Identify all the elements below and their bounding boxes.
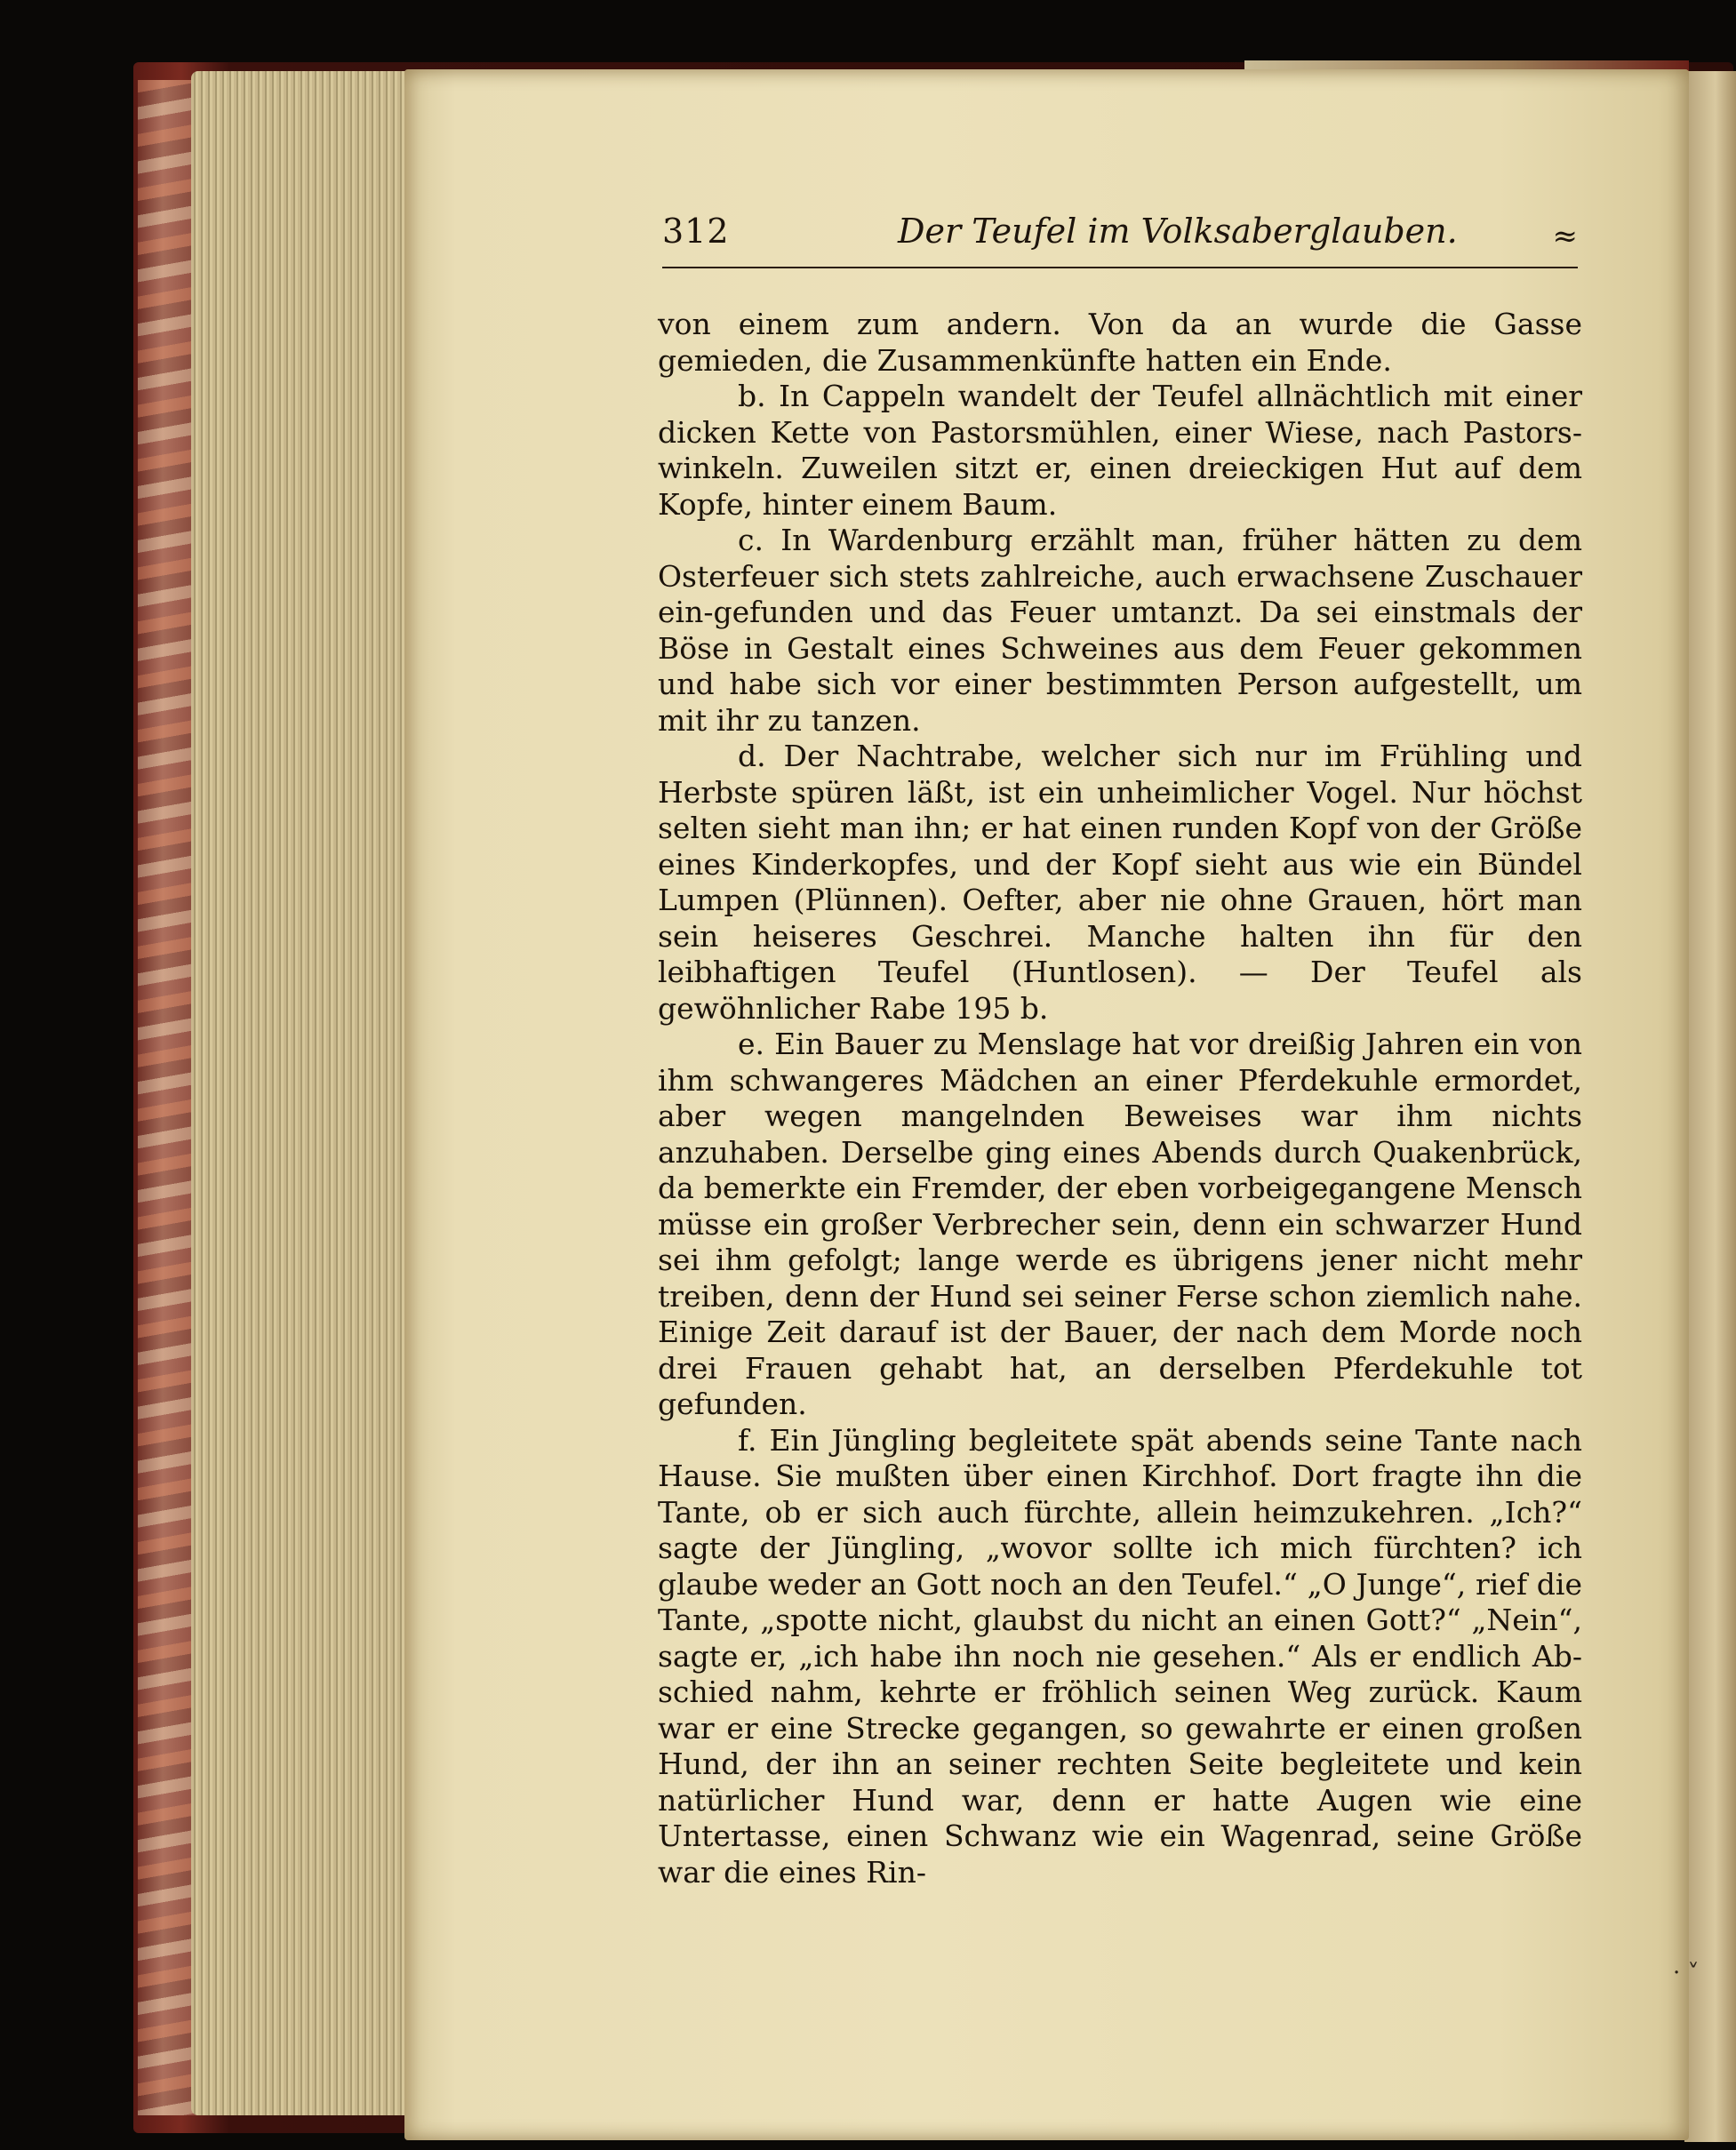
paragraph: von einem zum andern. Von da an wurde die Gasse gemieden, die Zusammenkünfte hatten ein Ende. — [658, 307, 1582, 378]
next-page-edge — [1684, 71, 1736, 2142]
body-text — [658, 307, 1582, 1890]
paragraph-b: b. In Cappeln wandelt der Teufel allnächtlich mit einer dicken Kette von Pastorsmühlen, einer Wiese, nach Pastors-winkeln. Zuweilen sitzt er, einen dreieckigen Hut auf dem Kopfe, hinter einem Baum. — [658, 379, 1582, 522]
paragraph-c: c. In Wardenburg erzählt man, früher hätten zu dem Osterfeuer sich stets zahlreiche, auch erwachsene Zuschauer ein-gefunden und das Feuer umtanzt. Da sei einstmals der Böse in Gestalt eines Schweines aus dem Feuer gekommen und habe sich vor einer bestimmten Person aufgestellt, um mit ihr zu tanzen. — [658, 523, 1582, 738]
page-stack — [191, 71, 413, 2115]
running-title: Der Teufel im Volksaberglauben. — [898, 212, 1458, 251]
paragraph-f: f. Ein Jüngling begleitete spät abends seine Tante nach Hause. Sie mußten über einen Kirchhof. Dort fragte ihn die Tante, ob er sich auch fürchte, allein heimzukehren. „Ich?“ sagte der Jüngling, „wovor sollte ich mich fürchten? ich glaube weder an Gott noch an den Teufel.“ „O Junge“, rief die Tante, „spotte nicht, glaubst du nicht an einen Gott?“ „Nein“, sagte er, „ich habe ihn noch nie gesehen.“ Als er endlich Ab-schied nahm, kehrte er fröhlich seinen Weg zurück. Kaum war er eine Strecke gegangen, so gewahrte er einen großen Hund, der ihn an seiner rechten Seite begleitete und kein natürlicher Hund war, denn er hatte Augen wie eine Untertasse, einen Schwanz wie ein Wagenrad, seine Größe war die eines Rin- — [658, 1422, 1582, 1890]
page-header — [662, 212, 1578, 265]
margin-mark: · ˅ — [1673, 1960, 1700, 1986]
paragraph-d: d. Der Nachtrabe, welcher sich nur im Frühling und Herbste spüren läßt, ist ein unheimlicher Vogel. Nur höchst selten sieht man ihn; er hat einen runden Kopf von der Größe eines Kinderkopfes, und der Kopf sieht aus wie ein Bündel Lumpen (Plünnen). Oefter, aber nie ohne Grauen, hört man sein heiseres Geschrei. Manche halten ihn für den leibhaftigen Teufel (Huntlosen). — Der Teufel als gewöhnlicher Rabe 195 b. — [658, 739, 1582, 1026]
header-mark: ≈ — [1552, 219, 1578, 254]
header-rule — [662, 267, 1578, 268]
page-number: 312 — [662, 212, 730, 251]
paragraph-e: e. Ein Bauer zu Menslage hat vor dreißig Jahren ein von ihm schwangeres Mädchen an einer Pferdekuhle ermordet, aber wegen mangelnden Beweises war ihm nichts anzuhaben. Derselbe ging eines Abends durch Quakenbrück, da bemerkte ein Fremder, der eben vorbeigegangene Mensch müsse ein großer Verbrecher sein, denn ein schwarzer Hund sei ihm gefolgt; lange werde es übrigens jener nicht mehr treiben, denn der Hund sei seiner Ferse schon ziemlich nahe. Einige Zeit darauf ist der Bauer, der nach dem Morde noch drei Frauen gehabt hat, an derselben Pferdekuhle tot gefunden. — [658, 1027, 1582, 1421]
